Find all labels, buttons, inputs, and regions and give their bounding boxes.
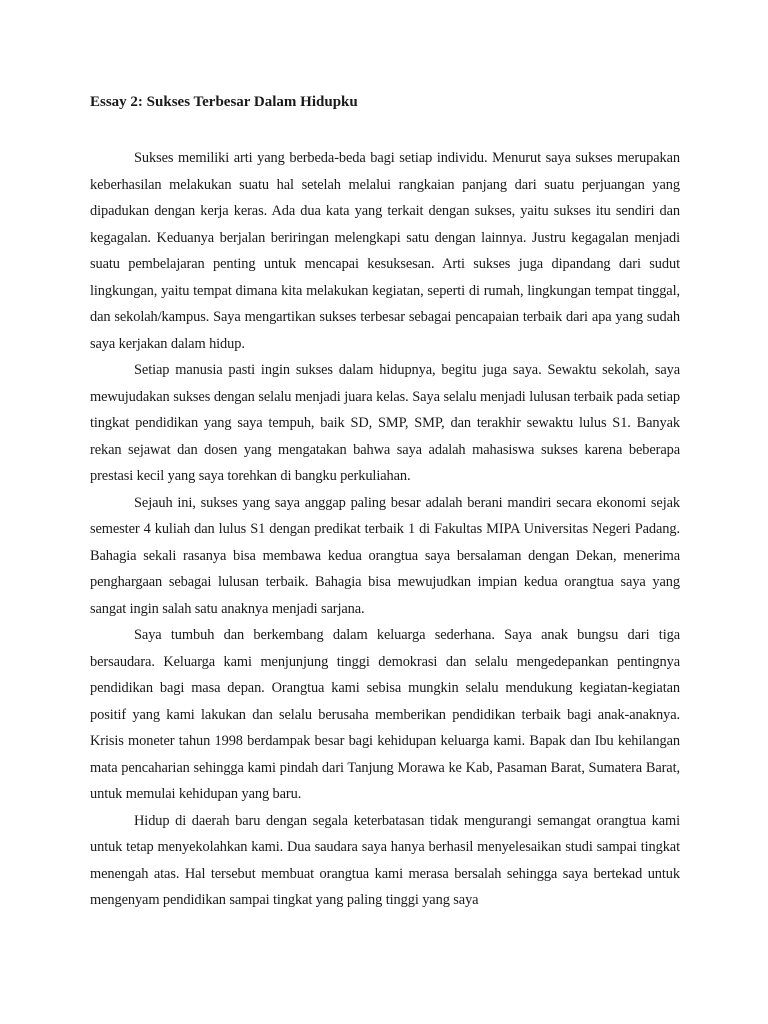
paragraph-4: Saya tumbuh dan berkembang dalam keluarga sederhana. Saya anak bungsu dari tiga bersaudara. Keluarga kami menjunjung tinggi demokrasi dan selalu mengedepankan pentingnya pendidikan bagi masa depan. Orangtua kami sebisa mungkin selalu mendukung kegiatan-kegiatan positif yang kami lakukan dan selalu berusaha memberikan pendidikan terbaik bagi anak-anaknya. Krisis moneter tahun 1998 berdampak besar bagi kehidupan keluarga kami. Bapak dan Ibu kehilangan mata pencaharian sehingga kami pindah dari Tanjung Morawa ke Kab, Pasaman Barat, Sumatera Barat, untuk memulai kehidupan yang baru.	[90, 627, 680, 802]
paragraph-3: Sejauh ini, sukses yang saya anggap paling besar adalah berani mandiri secara ekonomi sejak semester 4 kuliah dan lulus S1 dengan predikat terbaik 1 di Fakultas MIPA Universitas Negeri Padang. Bahagia sekali rasanya bisa membawa kedua orangtua saya bersalaman dengan Dekan, menerima penghargaan sebagai lulusan terbaik. Bahagia bisa mewujudkan impian kedua orangtua saya yang sangat ingin salah satu anaknya menjadi sarjana.	[90, 494, 680, 617]
document-page	[90, 92, 680, 914]
essay-title: Essay 2: Sukses Terbesar Dalam Hidupku	[90, 94, 358, 110]
paragraph-1: Sukses memiliki arti yang berbeda-beda bagi setiap individu. Menurut saya sukses merupakan keberhasilan melakukan suatu hal setelah melalui rangkaian panjang dari suatu perjuangan yang dipadukan dengan kerja keras. Ada dua kata yang terkait dengan sukses, yaitu sukses itu sendiri dan kegagalan. Keduanya berjalan beriringan melengkapi satu dengan lainnya. Justru kegagalan menjadi suatu pembelajaran penting untuk mencapai kesuksesan. Arti sukses juga dipandang dari sudut lingkungan, yaitu tempat dimana kita melakukan kegiatan, seperti di rumah, lingkungan tempat tinggal, dan sekolah/kampus. Saya mengartikan sukses terbesar sebagai pencapaian terbaik dari apa yang sudah saya kerjakan dalam hidup.	[90, 150, 680, 352]
paragraph-2: Setiap manusia pasti ingin sukses dalam hidupnya, begitu juga saya. Sewaktu sekolah, saya mewujudakan sukses dengan selalu menjadi juara kelas. Saya selalu menjadi lulusan terbaik pada setiap tingkat pendidikan yang saya tempuh, baik SD, SMP, SMP, dan terakhir sewaktu lulus S1. Banyak rekan sejawat dan dosen yang mengatakan bahwa saya adalah mahasiswa sukses karena beberapa prestasi kecil yang saya torehkan di bangku perkuliahan.	[90, 362, 680, 484]
paragraph-5: Hidup di daerah baru dengan segala keterbatasan tidak mengurangi semangat orangtua kami untuk tetap menyekolahkan kami. Dua saudara saya hanya berhasil menyelesaikan studi sampai tingkat menengah atas. Hal tersebut membuat orangtua kami merasa bersalah sehingga saya bertekad untuk mengenyam pendidikan sampai tingkat yang paling tinggi yang saya	[90, 812, 680, 908]
